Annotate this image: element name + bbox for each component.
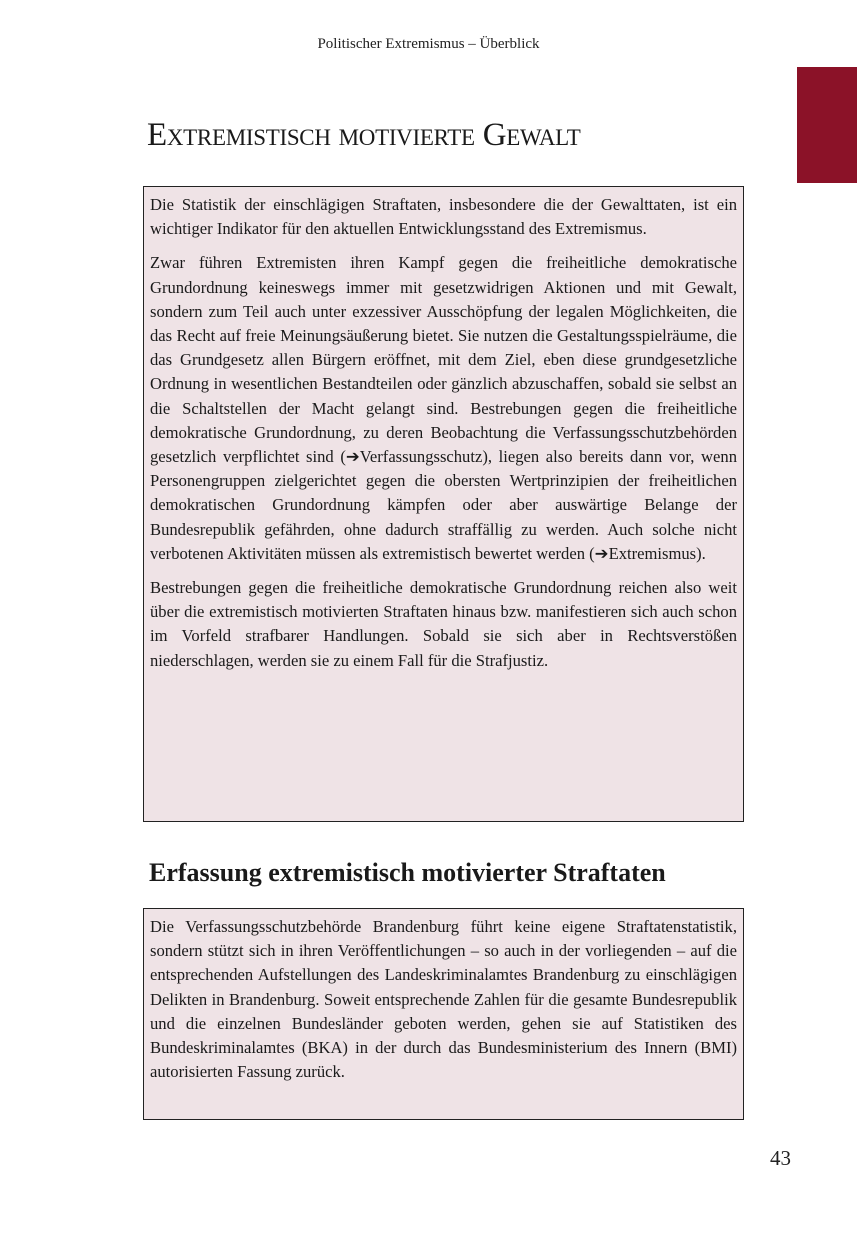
- running-head: Politischer Extremismus – Überblick: [317, 36, 540, 52]
- paragraph: Die Verfassungsschutzbehörde Brandenburg führt keine eigene Straftatenstatistik, sondern stützt sich in ihren Veröffentlichungen – so auch in der vorliegenden – auf die entsprechenden Aufstellungen des Landeskriminalamtes Brandenburg zu einschlägigen Delikten in Brandenburg. Soweit entsprechende Zahlen für die gesamte Bundesrepublik und die einzelnen Bundesländer geboten werden, gehen sie auf Statistiken des Bundeskriminalamtes (BKA) in der durch das Bundesministerium des Innern (BMI) autorisierten Fassung zurück.: [150, 917, 737, 1082]
- info-box-statistics: [143, 186, 744, 822]
- paragraph: Die Statistik der einschlägigen Straftaten, insbesondere die der Gewalttaten, ist ein wichtiger Indikator für den aktuellen Entwicklungsstand des Extremismus.: [150, 195, 737, 239]
- subsection-title: Erfassung extremistisch motivierter Straftaten: [149, 858, 666, 887]
- paragraph: Zwar führen Extremisten ihren Kampf gegen die freiheitliche demokratische Grundordnung keineswegs immer mit gesetzwidrigen Aktionen und mit Gewalt, sondern zum Teil auch unter exzessiver Ausschöpfung der legalen Möglichkeiten, die das Recht auf freie Meinungsäußerung bietet. Sie nutzen die Gestaltungsspielräume, die das Grundgesetz allen Bürgern eröffnet, mit dem Ziel, eben diese grundgesetzliche Ordnung in wesentlichen Bestandteilen oder gänzlich abzuschaffen, sobald sie selbst an die Schaltstellen der Macht gelangt sind. Bestrebungen gegen die freiheitliche demokratische Grundordnung, zu deren Beobachtung die Verfassungsschutzbehörden gesetzlich verpflichtet sind (➔Verfassungsschutz), liegen also bereits dann vor, wenn Personengruppen zielgerichtet gegen die obersten Wertprinzipien der freiheitlichen demokratischen Grundordnung kämpfen oder aber auswärtige Belange der Bundesrepublik gefährden, ohne dadurch straffällig zu werden. Auch solche nicht verbotenen Aktivitäten müssen als extremistisch bewertet werden (➔Extremismus).: [150, 253, 737, 563]
- paragraph: Bestrebungen gegen die freiheitliche demokratische Grundordnung reichen also weit über die extremistisch motivierten Straftaten hinaus bzw. manifestieren sich auch schon im Vorfeld strafbarer Handlungen. Sobald sie sich aber in Rechtsverstößen niederschlagen, werden sie zu einem Fall für die Strafjustiz.: [150, 578, 737, 670]
- page-number: 43: [770, 1146, 791, 1170]
- section-title: Extremistisch motivierte Gewalt: [147, 117, 581, 153]
- info-box-recording: [143, 908, 744, 1120]
- chapter-tab: [797, 67, 857, 183]
